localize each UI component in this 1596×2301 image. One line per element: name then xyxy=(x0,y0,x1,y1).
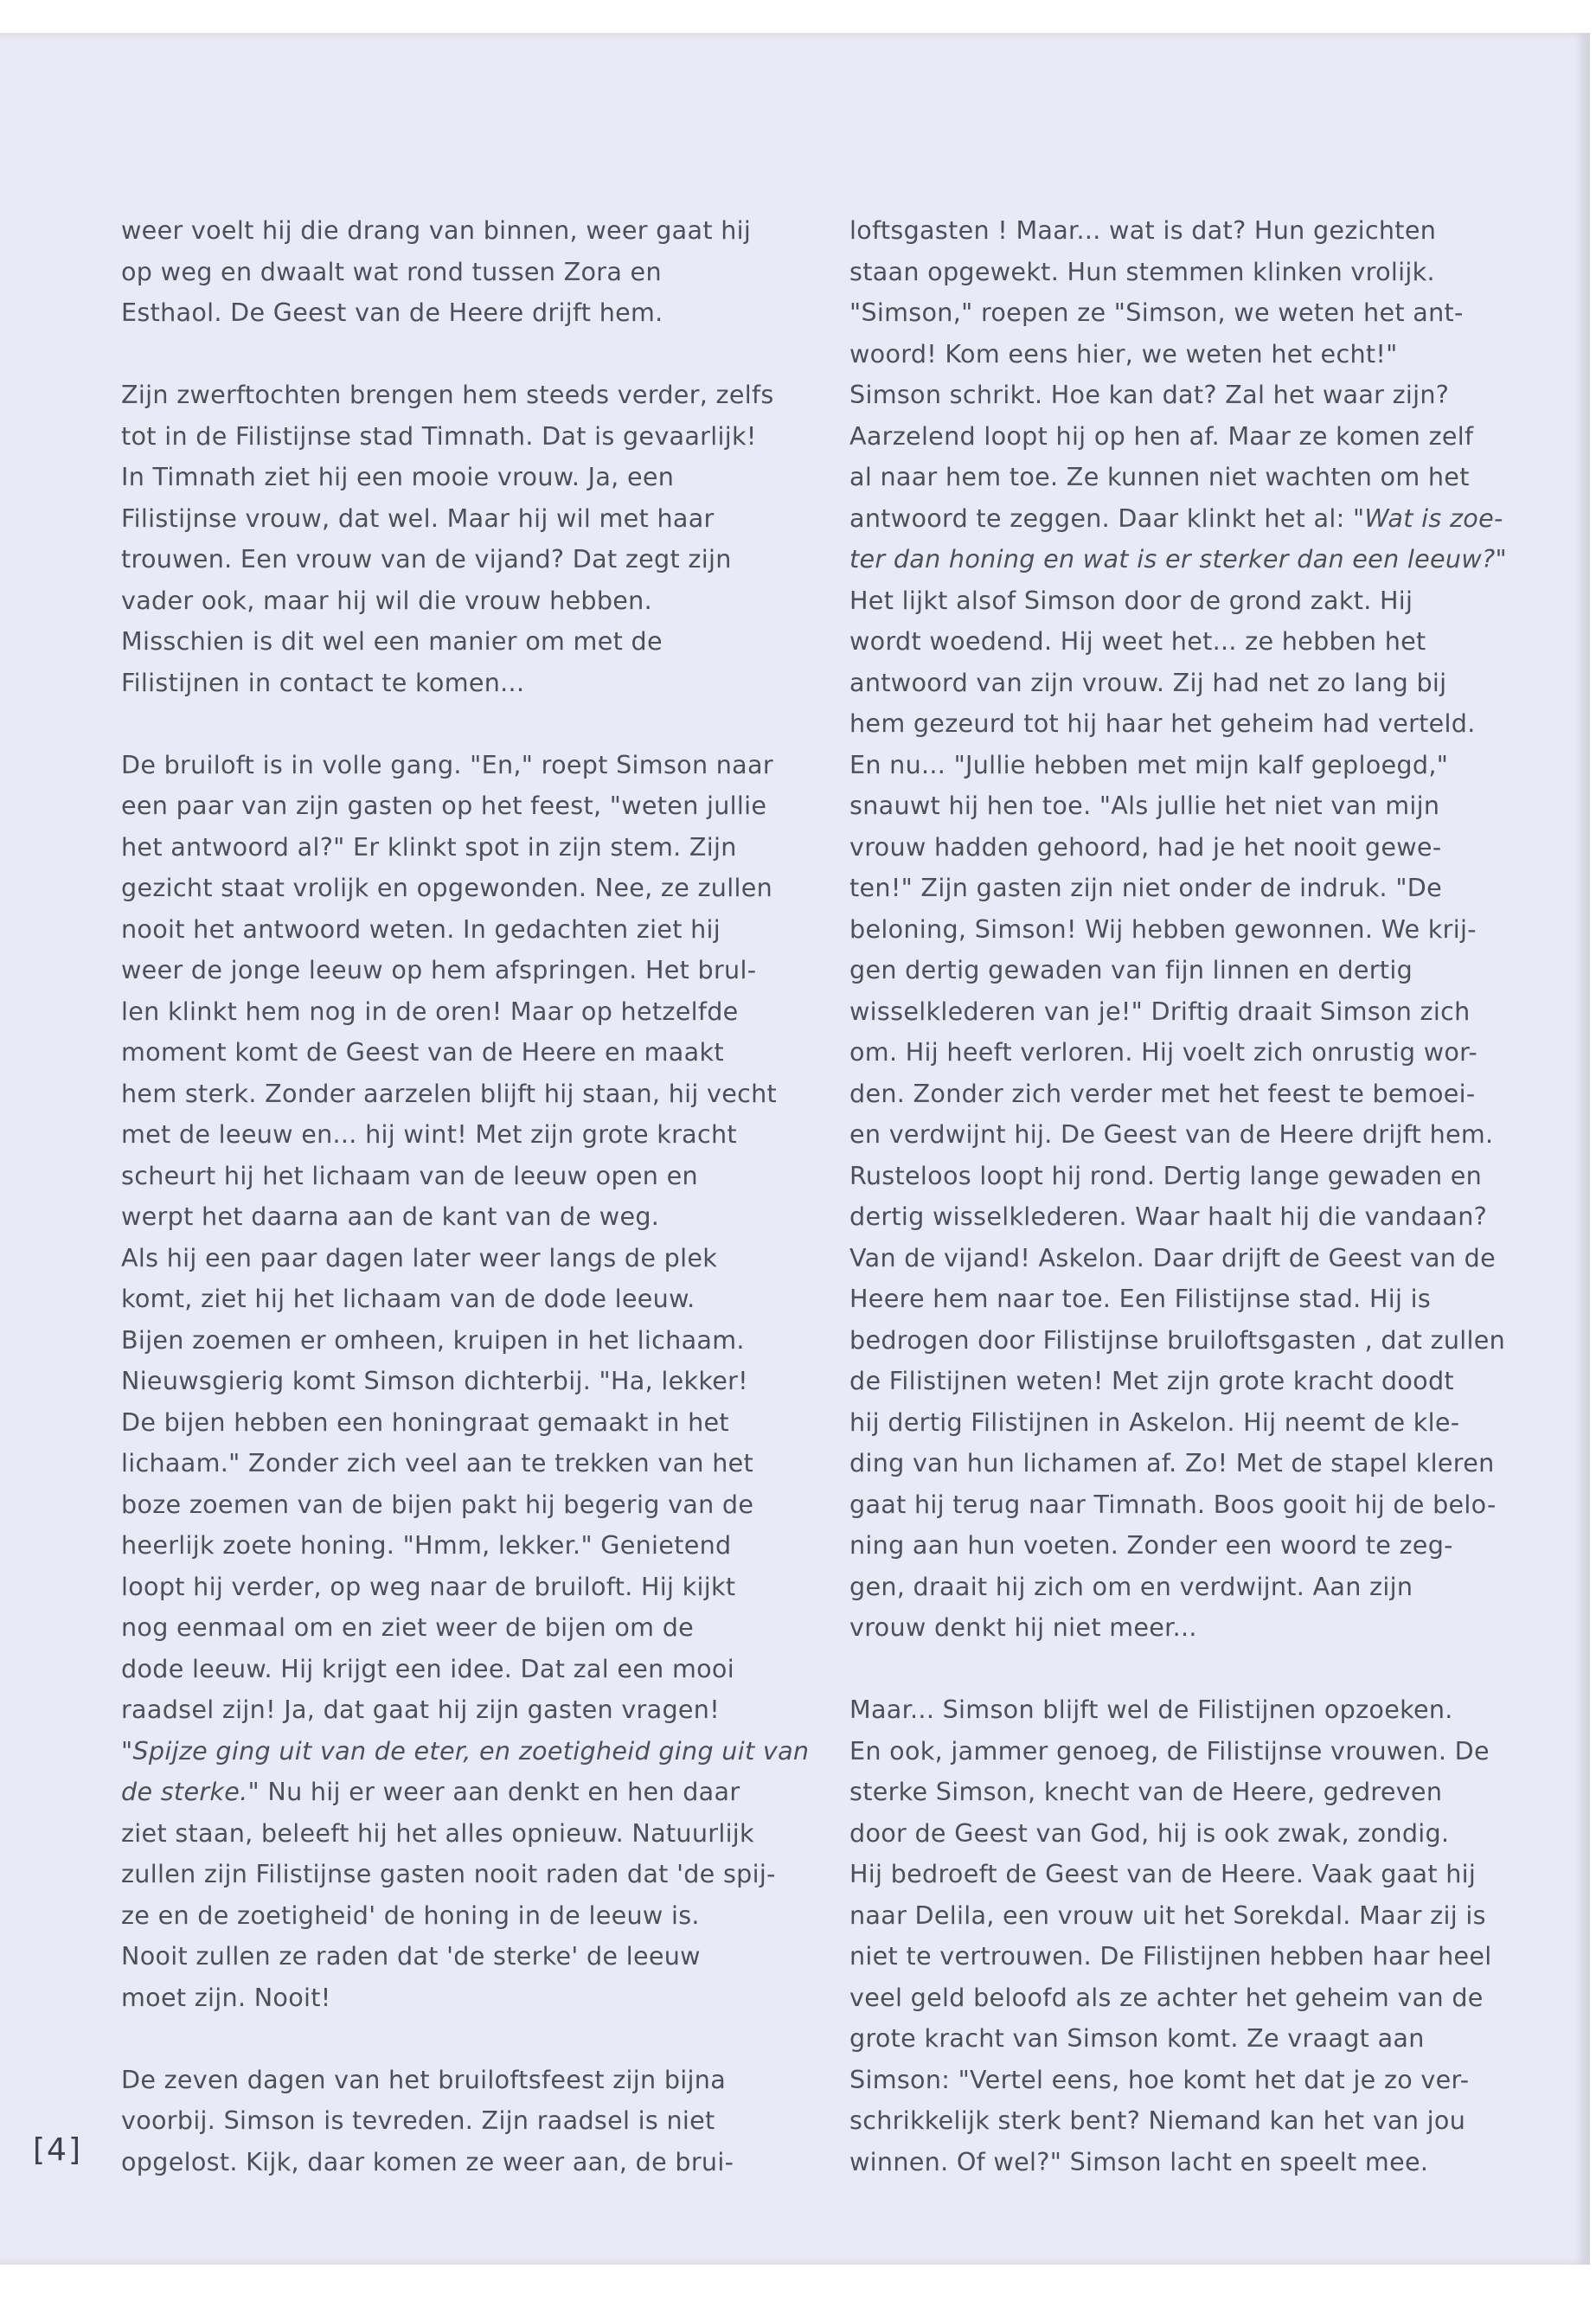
line-text: winnen. Of wel?" Simson lacht en speelt mee. xyxy=(849,2146,1429,2176)
text-line xyxy=(121,1320,774,1362)
text-line xyxy=(849,375,1524,416)
text-line xyxy=(849,1607,1524,1649)
line-text: gezicht staat vrolijk en opgewonden. Nee, ze zullen xyxy=(121,873,773,902)
text-line xyxy=(849,292,1524,334)
text-line xyxy=(121,1525,774,1567)
text-line xyxy=(121,1977,774,2019)
text-line xyxy=(849,1936,1524,1977)
text-line xyxy=(849,1731,1524,1772)
line-text: Als hij een paar dagen later weer langs de plek xyxy=(121,1242,718,1272)
line-text: Nu hij er weer aan denkt en hen daar xyxy=(259,1777,740,1806)
line-text: ten!" Zijn gasten zijn niet onder de indruk. "De xyxy=(849,873,1442,902)
text-line xyxy=(849,745,1524,786)
line-text: woord! Kom eens hier, we weten het echt!" xyxy=(849,338,1398,369)
line-text: om. Hij heeft verloren. Hij voelt zich onrustig wor- xyxy=(849,1037,1478,1067)
text-line xyxy=(849,1361,1524,1402)
line-text: beloning, Simson! Wij hebben gewonnen. We krij- xyxy=(849,913,1477,944)
line-text: voorbij. Simson is tevreden. Zijn raadsel is niet xyxy=(121,2106,715,2135)
text-line xyxy=(849,2142,1524,2183)
line-text: Nooit zullen ze raden dat 'de sterke' de leeuw xyxy=(121,1941,701,1971)
text-line xyxy=(121,1607,774,1649)
line-text: De bruiloft is in volle gang. "En," roept Simson naar xyxy=(121,749,773,779)
line-text: antwoord van zijn vrouw. Zij had net zo lang bij xyxy=(849,667,1447,697)
line-text: Nieuwsgierig komt Simson dichterbij. "Ha, lekker! xyxy=(121,1366,748,1395)
text-line xyxy=(121,1936,774,1977)
right-text-column xyxy=(849,210,1524,2182)
line-text: al naar hem toe. Ze kunnen niet wachten om het xyxy=(849,462,1470,491)
line-text: den. Zonder zich verder met het feest te bemoei- xyxy=(849,1078,1476,1108)
line-text: schrikkelijk sterk bent? Niemand kan het van jou xyxy=(849,2106,1466,2135)
line-text: opgelost. Kijk, daar komen ze weer aan, de brui- xyxy=(121,2146,734,2176)
text-line xyxy=(121,1649,774,1690)
line-text: "Simson," roepen ze "Simson, we weten het ant- xyxy=(849,298,1464,327)
line-text: nooit het antwoord weten. In gedachten ziet hij xyxy=(121,913,721,944)
text-line xyxy=(849,1567,1524,1608)
line-text: vader ook, maar hij wil die vrouw hebben. xyxy=(121,585,652,615)
line-text: ning aan hun voeten. Zonder een woord te zeg- xyxy=(849,1530,1453,1560)
text-line xyxy=(849,416,1524,458)
text-line xyxy=(849,1074,1524,1115)
text-line xyxy=(121,1279,774,1320)
line-text: dode leeuw. Hij krijgt een idee. Dat zal een mooi xyxy=(121,1653,734,1683)
line-text: Filistijnen in contact te komen... xyxy=(121,667,525,697)
text-line xyxy=(121,1361,774,1402)
line-text: Zijn zwerftochten brengen hem steeds verder, zelfs xyxy=(121,380,774,409)
line-text: vrouw hadden gehoord, had je het nooit gewe- xyxy=(849,831,1442,862)
line-text: en verdwijnt hij. De Geest van de Heere drijft hem. xyxy=(849,1119,1494,1149)
text-line xyxy=(849,621,1524,663)
text-line xyxy=(849,1443,1524,1484)
text-line xyxy=(121,252,774,293)
line-text: Heere hem naar toe. Een Filistijnse stad. Hij is xyxy=(849,1284,1432,1313)
text-line xyxy=(849,1320,1524,1362)
text-line xyxy=(121,375,774,416)
text-line xyxy=(849,498,1524,540)
text-line xyxy=(849,1032,1524,1074)
line-text: bedrogen door Filistijnse bruiloftsgasten , dat zullen xyxy=(849,1324,1506,1355)
line-text: niet te vertrouwen. De Filistijnen hebben haar heel xyxy=(849,1941,1492,1971)
line-text: Esthaol. De Geest van de Heere drijft hem. xyxy=(121,298,663,327)
line-text: trouwen. Een vrouw van de vijand? Dat zegt zijn xyxy=(121,544,732,574)
text-line xyxy=(121,498,774,540)
line-text: Filistijnse vrouw, dat wel. Maar hij wil met haar xyxy=(121,503,715,533)
text-line xyxy=(121,1731,810,1772)
text-line xyxy=(849,1402,1524,1444)
text-line xyxy=(121,1238,774,1279)
line-text: Aarzelend loopt hij op hen af. Maar ze komen zelf xyxy=(849,420,1474,451)
line-text: lichaam." Zonder zich veel aan te trekken van het xyxy=(121,1448,754,1477)
line-text: gen dertig gewaden van fijn linnen en dertig xyxy=(849,955,1413,984)
line-text: de Filistijnen weten! Met zijn grote kracht doodt xyxy=(849,1366,1454,1395)
text-line xyxy=(121,2100,774,2142)
text-line xyxy=(849,580,1524,622)
text-line xyxy=(121,827,774,868)
text-line xyxy=(849,1813,1524,1855)
line-text: het antwoord al?" Er klinkt spot in zijn stem. Zijn xyxy=(121,831,737,862)
line-text: Simson schrikt. Hoe kan dat? Zal het waar zijn? xyxy=(849,380,1450,409)
text-line xyxy=(121,1074,778,1115)
line-text: tot in de Filistijnse stad Timnath. Dat is gevaarlijk! xyxy=(121,420,757,451)
text-line xyxy=(121,1156,774,1197)
line-text: weer de jonge leeuw op hem afspringen. Het brul- xyxy=(121,955,757,984)
page-number: [4] xyxy=(33,2132,82,2168)
text-line xyxy=(849,334,1524,375)
line-text: wisselklederen van je!" Driftig draait Simson zich xyxy=(849,996,1471,1026)
paragraph-gap xyxy=(849,1649,1524,1690)
line-text: Maar... Simson blijft wel de Filistijnen opzoeken. xyxy=(849,1695,1453,1724)
line-text: hem sterk. Zonder aarzelen blijft hij staan, hij vecht xyxy=(121,1078,778,1108)
text-line xyxy=(121,663,774,704)
text-line xyxy=(849,950,1524,991)
text-line xyxy=(849,663,1524,704)
text-line xyxy=(121,1114,774,1156)
line-text: gaat hij terug naar Timnath. Boos gooit hij de belo- xyxy=(849,1489,1497,1519)
text-line xyxy=(121,292,774,334)
line-text: door de Geest van God, hij is ook zwak, zondig. xyxy=(849,1817,1450,1848)
line-text: De zeven dagen van het bruiloftsfeest zijn bijna xyxy=(121,2064,727,2094)
text-line xyxy=(121,1443,774,1484)
line-text: hem gezeurd tot hij haar het geheim had verteld. xyxy=(849,708,1476,738)
italic-text: ter dan honing en wat is er sterker dan een leeuw?" xyxy=(849,544,1507,574)
text-line xyxy=(849,827,1524,868)
book-page xyxy=(0,33,1590,2265)
text-line xyxy=(121,950,774,991)
line-text: len klinkt hem nog in de oren! Maar op hetzelfde xyxy=(121,996,739,1026)
text-line xyxy=(121,1813,774,1855)
line-text: nog eenmaal om en ziet weer de bijen om de xyxy=(121,1612,695,1642)
line-text: En nu... "Jullie hebben met mijn kalf geploegd," xyxy=(849,749,1449,779)
text-line xyxy=(121,1895,774,1937)
italic-text: "Wat is zoe- xyxy=(1352,503,1503,533)
text-line xyxy=(121,1402,774,1444)
text-line xyxy=(849,1854,1524,1895)
text-line xyxy=(849,2100,1524,2142)
line-text: naar Delila, een vrouw uit het Sorekdal. Maar zij is xyxy=(849,1900,1486,1930)
line-text: met de leeuw en... hij wint! Met zijn grote kracht xyxy=(121,1119,737,1149)
text-line xyxy=(849,1156,1524,1197)
text-line xyxy=(121,785,774,827)
line-text: boze zoemen van de bijen pakt hij begerig van de xyxy=(121,1489,754,1519)
line-text: De bijen hebben een honingraat gemaakt in het xyxy=(121,1407,729,1437)
text-line xyxy=(121,539,774,580)
line-text: Simson: "Vertel eens, hoe komt het dat je zo ver- xyxy=(849,2064,1470,2094)
text-line xyxy=(849,2060,1524,2101)
text-line xyxy=(121,1484,774,1526)
text-line xyxy=(849,1689,1524,1731)
line-text: Van de vijand! Askelon. Daar drijft de Geest van de xyxy=(849,1242,1497,1272)
line-text: wordt woedend. Hij weet het... ze hebben het xyxy=(849,626,1426,656)
paragraph-gap xyxy=(121,2018,774,2060)
line-text: moment komt de Geest van de Heere en maakt xyxy=(121,1037,724,1067)
line-text: ding van hun lichamen af. Zo! Met de stapel kleren xyxy=(849,1448,1495,1477)
line-text: En ook, jammer genoeg, de Filistijnse vrouwen. De xyxy=(849,1735,1490,1766)
text-line xyxy=(121,2142,774,2183)
line-text: een paar van zijn gasten op het feest, "weten jullie xyxy=(121,791,767,820)
text-line xyxy=(849,1772,1524,1813)
line-text: heerlijk zoete honing. "Hmm, lekker." Genietend xyxy=(121,1530,732,1560)
line-text: moet zijn. Nooit! xyxy=(121,1982,331,2012)
line-text: zullen zijn Filistijnse gasten nooit raden dat 'de spij- xyxy=(121,1859,776,1888)
line-text: weer voelt hij die drang van binnen, weer gaat hij xyxy=(121,215,752,245)
text-line xyxy=(121,210,774,252)
line-text: loftsgasten ! Maar... wat is dat? Hun gezichten xyxy=(849,215,1437,245)
text-line xyxy=(849,1895,1524,1937)
text-line xyxy=(121,1196,774,1238)
text-line xyxy=(121,416,774,458)
paragraph-gap xyxy=(121,334,774,375)
paragraph-gap xyxy=(121,703,774,745)
text-line xyxy=(849,1238,1524,1279)
text-line xyxy=(849,909,1524,951)
line-text: raadsel zijn! Ja, dat gaat hij zijn gasten vragen! xyxy=(121,1695,720,1724)
text-line xyxy=(849,868,1524,909)
text-line xyxy=(849,1196,1524,1238)
line-text: ziet staan, beleeft hij het alles opnieuw. Natuurlijk xyxy=(121,1817,754,1848)
line-text: Het lijkt alsof Simson door de grond zakt. Hij xyxy=(849,585,1413,615)
text-line xyxy=(849,457,1524,498)
text-line xyxy=(121,1032,774,1074)
text-line xyxy=(121,909,774,951)
text-line xyxy=(849,1525,1524,1567)
text-line xyxy=(121,745,774,786)
italic-text: "Spijze ging uit van de eter, en zoetigheid ging uit van xyxy=(121,1735,810,1766)
line-text: ze en de zoetigheid' de honing in de leeuw is. xyxy=(121,1900,700,1930)
line-text: antwoord te zeggen. Daar klinkt het al: xyxy=(849,503,1353,533)
line-text: In Timnath ziet hij een mooie vrouw. Ja, een xyxy=(121,462,675,491)
line-text: werpt het daarna aan de kant van de weg. xyxy=(121,1202,660,1231)
text-line xyxy=(121,1772,774,1813)
line-text: staan opgewekt. Hun stemmen klinken vrolijk. xyxy=(849,256,1435,286)
line-text: snauwt hij hen toe. "Als jullie het niet van mijn xyxy=(849,791,1440,820)
text-line xyxy=(121,868,774,909)
line-text: grote kracht van Simson komt. Ze vraagt aan xyxy=(849,2023,1425,2053)
line-text: Misschien is dit wel een manier om met de xyxy=(121,626,663,656)
left-text-column xyxy=(121,210,810,2182)
text-line xyxy=(849,1279,1524,1320)
text-line xyxy=(849,785,1524,827)
text-line xyxy=(849,1114,1524,1156)
text-line xyxy=(121,457,774,498)
line-text: sterke Simson, knecht van de Heere, gedreven xyxy=(849,1777,1443,1806)
line-text: op weg en dwaalt wat rond tussen Zora en xyxy=(121,256,662,286)
line-text: veel geld beloofd als ze achter het geheim van de xyxy=(849,1982,1484,2012)
text-line xyxy=(121,621,774,663)
line-text: hij dertig Filistijnen in Askelon. Hij neemt de kle- xyxy=(849,1407,1460,1437)
text-line xyxy=(849,252,1524,293)
line-text: gen, draait hij zich om en verdwijnt. Aan zijn xyxy=(849,1571,1413,1601)
text-line xyxy=(121,580,774,622)
text-line xyxy=(121,991,774,1033)
line-text: Bijen zoemen er omheen, kruipen in het lichaam. xyxy=(121,1324,745,1355)
line-text: Rusteloos loopt hij rond. Dertig lange gewaden en xyxy=(849,1160,1483,1190)
line-text: loopt hij verder, op weg naar de bruiloft. Hij kijkt xyxy=(121,1571,736,1601)
text-line xyxy=(849,210,1524,252)
text-line xyxy=(849,703,1524,745)
line-text: dertig wisselklederen. Waar haalt hij die vandaan? xyxy=(849,1202,1488,1231)
text-line xyxy=(849,1977,1524,2019)
text-line xyxy=(121,2060,774,2101)
line-text: scheurt hij het lichaam van de leeuw open en xyxy=(121,1160,698,1190)
text-line xyxy=(121,1689,774,1731)
text-line xyxy=(849,991,1524,1033)
text-line xyxy=(849,2018,1524,2060)
text-line xyxy=(121,1854,774,1895)
line-text: vrouw denkt hij niet meer... xyxy=(849,1612,1197,1642)
italic-text: de sterke." xyxy=(121,1777,260,1806)
text-line xyxy=(849,1484,1524,1526)
text-line xyxy=(849,539,1524,580)
line-text: Hij bedroeft de Geest van de Heere. Vaak gaat hij xyxy=(849,1859,1477,1888)
text-line xyxy=(121,1567,774,1608)
line-text: komt, ziet hij het lichaam van de dode leeuw. xyxy=(121,1284,695,1313)
